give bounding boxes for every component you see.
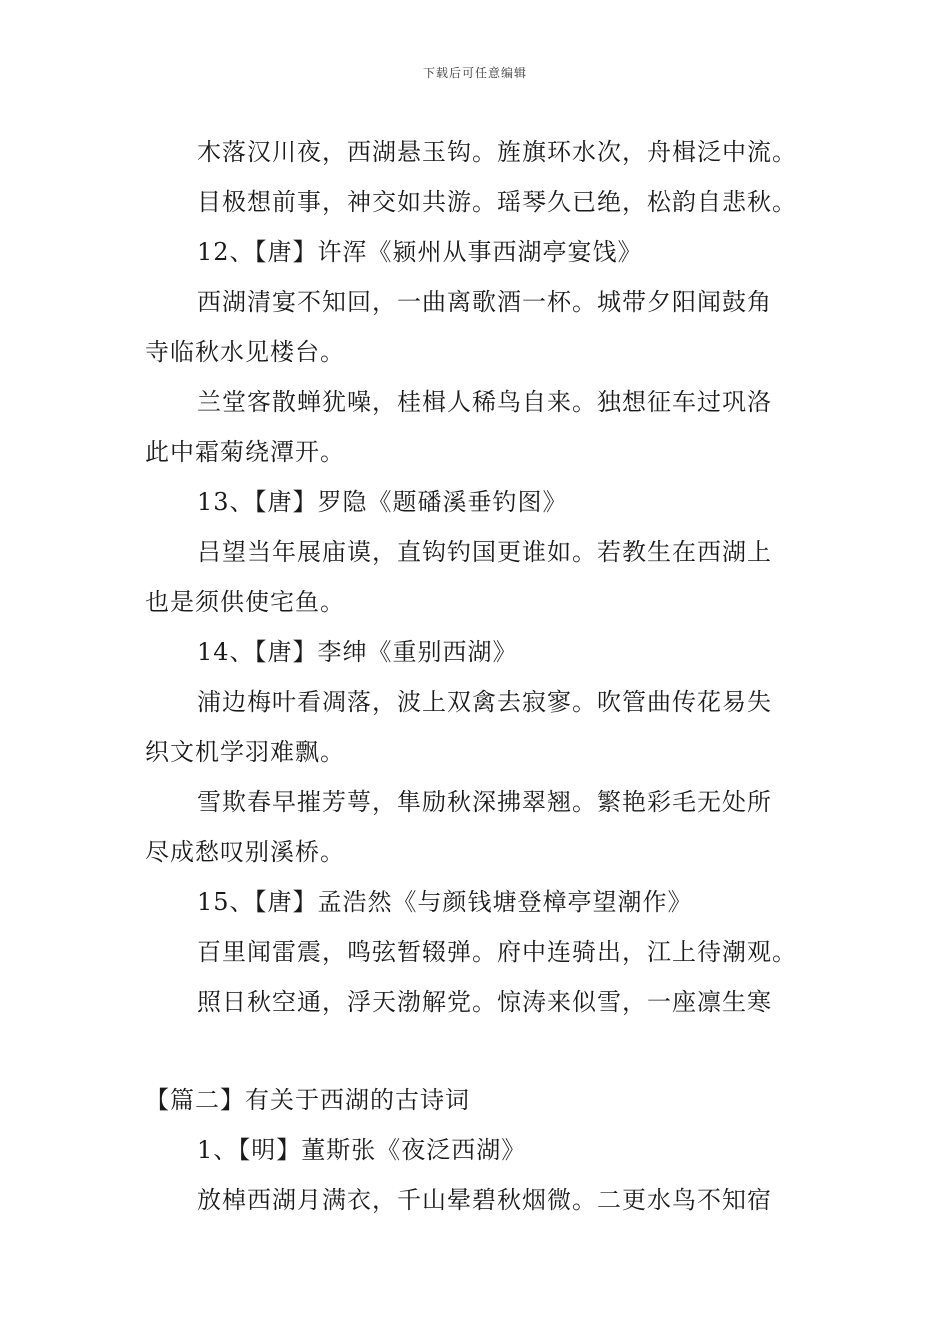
poem-line: 尽成愁叹别溪桥。 (145, 838, 345, 866)
document-body (145, 127, 810, 1225)
poem-heading-15: 15、【唐】孟浩然《与颜钱塘登樟亭望潮作》 (197, 888, 693, 916)
poem-heading-12: 12、【唐】许浑《颍州从事西湖亭宴饯》 (197, 238, 643, 266)
poem-line: 浦边梅叶看凋落，波上双禽去寂寥。吹管曲传花易失 (197, 688, 772, 716)
poem-line: 也是须供使宅鱼。 (145, 588, 345, 616)
poem-line: 雪欺春早摧芳萼，隼励秋深拂翠翘。繁艳彩毛无处所 (197, 788, 772, 816)
poem-line: 兰堂客散蝉犹噪，桂楫人稀鸟自来。独想征车过巩洛 (197, 388, 772, 416)
poem-heading-13: 13、【唐】罗隐《题磻溪垂钓图》 (197, 488, 568, 516)
section-title: 【篇二】有关于西湖的古诗词 (145, 1086, 470, 1114)
header-note: 下载后可任意编辑 (422, 66, 527, 80)
poem-line: 木落汉川夜，西湖悬玉钩。旌旗环水次，舟楫泛中流。 (197, 138, 797, 166)
poem-line: 放棹西湖月满衣，千山晕碧秋烟微。二更水鸟不知宿 (197, 1186, 772, 1214)
poem-line: 织文机学羽难飘。 (145, 738, 345, 766)
poem-line: 寺临秋水见楼台。 (145, 338, 345, 366)
section-gap (145, 1027, 810, 1075)
poem-line: 西湖清宴不知回，一曲离歌酒一杯。城带夕阳闻鼓角 (197, 288, 772, 316)
poem-heading-14: 14、【唐】李绅《重别西湖》 (197, 638, 518, 666)
poem-line: 目极想前事，神交如共游。瑶琴久已绝，松韵自悲秋。 (197, 188, 797, 216)
poem-line: 照日秋空通，浮天渤解党。惊涛来似雪，一座凛生寒 (197, 988, 772, 1016)
poem-heading-1: 1、【明】董斯张《夜泛西湖》 (197, 1136, 527, 1164)
poem-line: 百里闻雷震，鸣弦暂辍弹。府中连骑出，江上待潮观。 (197, 938, 797, 966)
poem-line: 吕望当年展庙谟，直钩钓国更谁如。若教生在西湖上 (197, 538, 772, 566)
poem-line: 此中霜菊绕潭开。 (145, 438, 345, 466)
